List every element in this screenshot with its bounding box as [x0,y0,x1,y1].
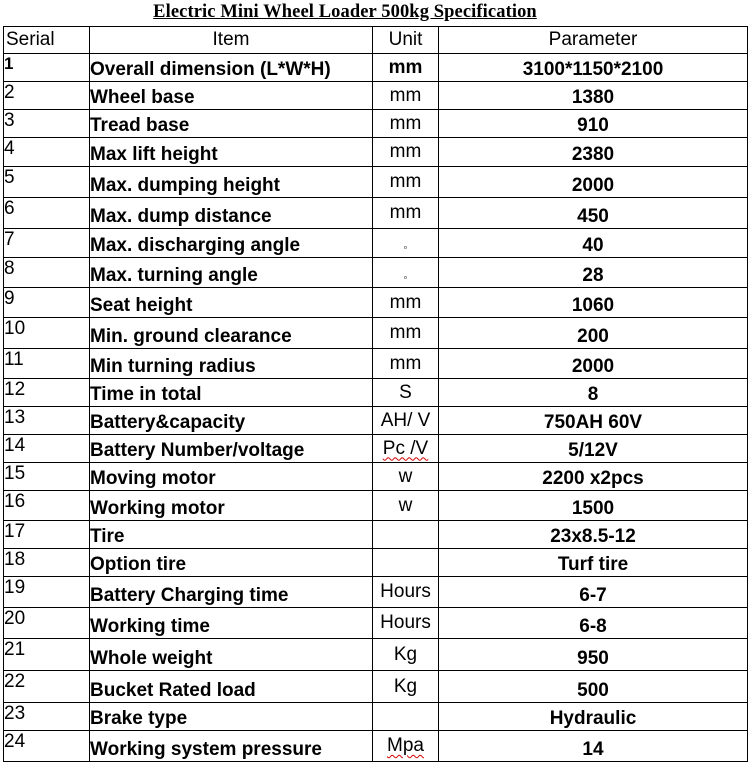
table-row [4,435,748,463]
serial-cell: 20 [4,608,90,639]
page-title: Electric Mini Wheel Loader 500kg Specification [153,2,537,22]
serial-cell: 1 [4,54,90,82]
item-cell: Max lift height [90,138,373,167]
serial-cell: 2 [4,82,90,110]
table-row [4,671,748,703]
item-cell: Brake type [90,703,373,731]
serial-cell: 3 [4,110,90,138]
parameter-cell: 2380 [439,138,748,167]
unit-cell: Hours [373,577,439,608]
parameter-cell: 14 [439,731,748,762]
item-cell: Whole weight [90,639,373,671]
parameter-cell: 2000 [439,349,748,379]
parameter-cell: 3100*1150*2100 [439,54,748,82]
unit-cell [373,258,439,288]
serial-cell: 23 [4,703,90,731]
item-cell: Battery Charging time [90,577,373,608]
item-cell: Min. ground clearance [90,318,373,349]
serial-cell: 16 [4,491,90,521]
table-row [4,639,748,671]
table-row [4,318,748,349]
unit-cell: mm [373,138,439,167]
item-cell: Seat height [90,288,373,318]
degree-symbol: ◦ [403,271,408,284]
item-cell: Max. dumping height [90,167,373,198]
unit-cell [373,435,439,463]
header-item: Item [90,27,373,54]
table-header-row [4,27,748,54]
unit-cell: w [373,491,439,521]
degree-symbol: ◦ [403,242,408,254]
serial-cell: 15 [4,463,90,491]
serial-cell: 9 [4,288,90,318]
table-row [4,82,748,110]
header-parameter: Parameter [439,27,748,54]
table-row [4,463,748,491]
unit-cell: S [373,379,439,407]
parameter-cell: 2000 [439,167,748,198]
serial-cell: 4 [4,138,90,167]
unit-cell [373,731,439,762]
unit-cell: Hours [373,608,439,639]
table-row [4,703,748,731]
unit-cell: mm [373,318,439,349]
parameter-cell: Turf tire [439,549,748,577]
table-row [4,491,748,521]
item-cell: Overall dimension (L*W*H) [90,54,373,82]
specification-table [3,26,748,762]
table-row [4,608,748,639]
parameter-cell: 450 [439,198,748,229]
table-row [4,258,748,288]
table-row [4,229,748,258]
unit-cell: Kg [373,639,439,671]
table-row [4,407,748,435]
item-cell: Working time [90,608,373,639]
header-unit: Unit [373,27,439,54]
item-cell: Bucket Rated load [90,671,373,703]
serial-cell: 21 [4,639,90,671]
item-cell: Battery Number/voltage [90,435,373,463]
table-body [4,54,748,762]
unit-cell: mm [373,110,439,138]
item-cell: Max. discharging angle [90,229,373,258]
parameter-cell: 23x8.5-12 [439,521,748,549]
item-cell: Max. dump distance [90,198,373,229]
parameter-cell: 910 [439,110,748,138]
table-row [4,577,748,608]
unit-cell [373,549,439,577]
item-cell: Min turning radius [90,349,373,379]
item-cell: Tire [90,521,373,549]
item-cell: Tread base [90,110,373,138]
unit-cell [373,703,439,731]
serial-cell: 5 [4,167,90,198]
item-cell: Wheel base [90,82,373,110]
parameter-cell: Hydraulic [439,703,748,731]
table-row [4,138,748,167]
table-row [4,521,748,549]
serial-cell: 6 [4,198,90,229]
unit-cell: w [373,463,439,491]
serial-cell: 12 [4,379,90,407]
serial-cell: 22 [4,671,90,703]
unit-cell: mm [373,54,439,82]
parameter-cell: 1500 [439,491,748,521]
serial-cell: 7 [4,229,90,258]
unit-cell: mm [373,198,439,229]
parameter-cell: 40 [439,229,748,258]
unit-cell: mm [373,82,439,110]
table-row [4,167,748,198]
parameter-cell: 500 [439,671,748,703]
serial-cell: 18 [4,549,90,577]
parameter-cell: 8 [439,379,748,407]
table-row [4,110,748,138]
item-cell: Battery&capacity [90,407,373,435]
unit-cell: AH/ V [373,407,439,435]
item-cell: Max. turning angle [90,258,373,288]
parameter-cell: 28 [439,258,748,288]
item-cell: Time in total [90,379,373,407]
parameter-cell: 1380 [439,82,748,110]
serial-cell: 13 [4,407,90,435]
parameter-cell: 6-8 [439,608,748,639]
parameter-cell: 2200 x2pcs [439,463,748,491]
parameter-cell: 5/12V [439,435,748,463]
parameter-cell: 1060 [439,288,748,318]
unit-cell: Kg [373,671,439,703]
item-cell: Moving motor [90,463,373,491]
item-cell: Working system pressure [90,731,373,762]
table-row [4,288,748,318]
serial-cell: 11 [4,349,90,379]
header-serial: Serial [4,27,90,54]
unit-text: Mpa [387,735,424,756]
parameter-cell: 200 [439,318,748,349]
serial-cell: 17 [4,521,90,549]
item-cell: Working motor [90,491,373,521]
table-row [4,349,748,379]
unit-cell: mm [373,349,439,379]
serial-cell: 10 [4,318,90,349]
item-cell: Option tire [90,549,373,577]
serial-cell: 19 [4,577,90,608]
serial-cell: 14 [4,435,90,463]
unit-cell: mm [373,167,439,198]
table-row [4,731,748,762]
parameter-cell: 6-7 [439,577,748,608]
table-row [4,549,748,577]
parameter-cell: 950 [439,639,748,671]
unit-cell [373,521,439,549]
unit-cell [373,229,439,258]
table-row [4,379,748,407]
unit-text: Pc /V [382,437,429,459]
serial-cell: 8 [4,258,90,288]
table-row [4,198,748,229]
parameter-cell: 750AH 60V [439,407,748,435]
serial-cell: 24 [4,731,90,762]
table-row [4,54,748,82]
unit-cell: mm [373,288,439,318]
